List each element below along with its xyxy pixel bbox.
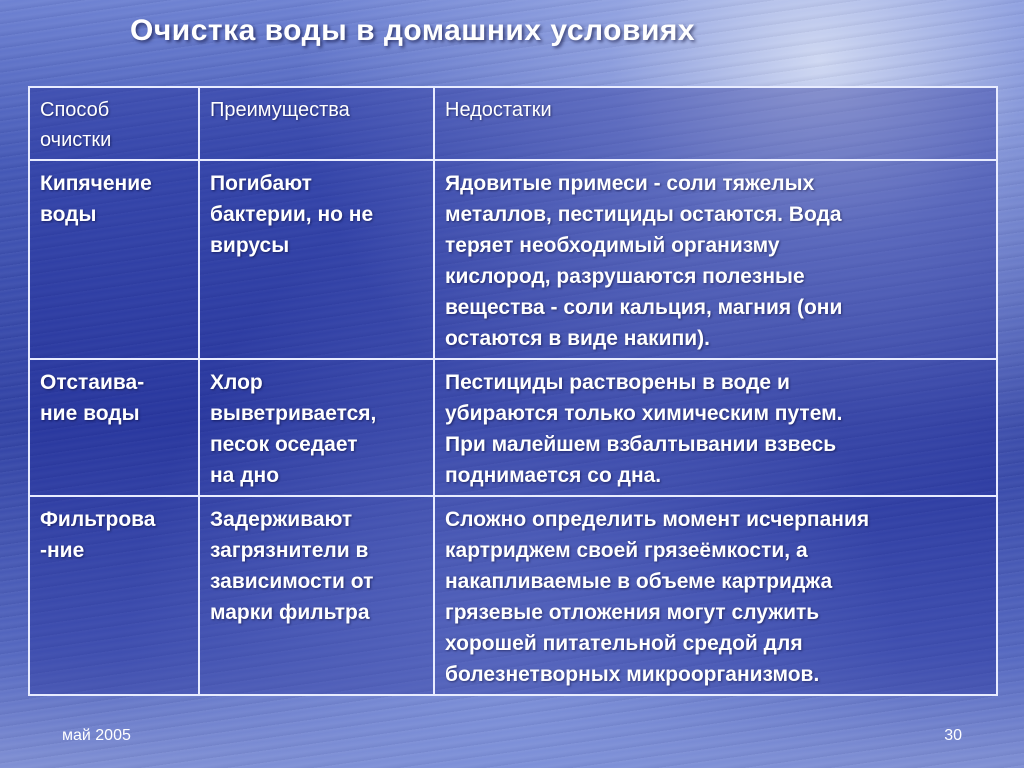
row-disadvantages: Ядовитые примеси - соли тяжелых металлов, пестициды остаются. Вода теряет необходимый организму кислород, разрушаются полезные вещества - соли кальция, магния (они остаются в виде накипи). xyxy=(434,160,997,359)
table-row xyxy=(29,160,997,359)
header-advantages: Преимущества xyxy=(199,87,434,160)
row-disadvantages: Пестициды растворены в воде и убираются только химическим путем. При малейшем взбалтывании взвесь поднимается со дна. xyxy=(434,359,997,496)
slide-title: Очистка воды в домашних условиях xyxy=(130,14,696,47)
header-disadvantages: Недостатки xyxy=(434,87,997,160)
row-advantages: Задерживают загрязнители в зависимости от марки фильтра xyxy=(199,496,434,695)
row-advantages: Погибают бактерии, но не вирусы xyxy=(199,160,434,359)
slide-number: 30 xyxy=(944,727,962,744)
row-method: Кипячение воды xyxy=(29,160,199,359)
footer-date: май 2005 xyxy=(62,727,131,744)
row-advantages: Хлор выветривается, песок оседает на дно xyxy=(199,359,434,496)
table-row xyxy=(29,496,997,695)
purification-table xyxy=(28,86,998,696)
row-method: Фильтрова -ние xyxy=(29,496,199,695)
table-header-row xyxy=(29,87,997,160)
row-method: Отстаива- ние воды xyxy=(29,359,199,496)
row-disadvantages: Сложно определить момент исчерпания картриджем своей грязеёмкости, а накапливаемые в объеме картриджа грязевые отложения могут служить хорошей питательной средой для болезнетворных микроорганизмов. xyxy=(434,496,997,695)
table-row xyxy=(29,359,997,496)
header-method: Способ очистки xyxy=(29,87,199,160)
